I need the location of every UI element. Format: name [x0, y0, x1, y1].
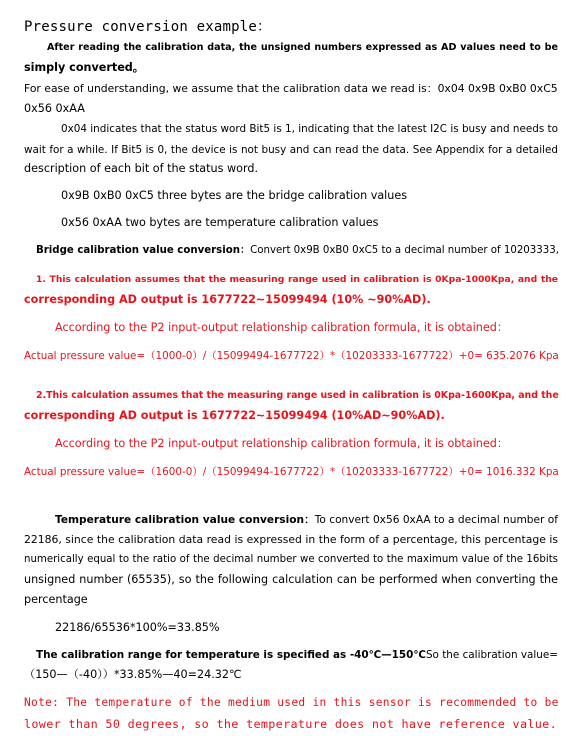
bridge-bytes-line: 0x9B 0xB0 0xC5 three bytes are the bridge calibration values [61, 189, 408, 202]
example-2-line-2: corresponding AD output is 1677722~15099494 (10%AD~90%AD). [24, 409, 445, 422]
example-2-line-1: 2.This calculation assumes that the measuring range used in calibration is 0Kpa-1600Kpa, and the [36, 390, 559, 401]
status-line-2: wait for a while. If Bit5 is 0, the device is not busy and can read the data. See Appendix for a detailed [24, 144, 558, 156]
temperature-range-text: So the calibration value= [425, 649, 558, 661]
temperature-line-3: numerically equal to the ratio of the decimal number we converted to the maximum value of the 16bits [24, 554, 558, 565]
temperature-line-1-text: To convert 0x56 0xAA to a decimal number of [314, 514, 558, 526]
bridge-conversion-label: Bridge calibration value conversion： [36, 245, 251, 256]
intro-line-2: simply converted。 [24, 61, 144, 74]
temperature-conversion-label: Temperature calibration value conversion： [55, 514, 315, 526]
intro-line-3: For ease of understanding, we assume that the calibration data we read is：0x04 0x9B 0xB0 0xC5 [24, 82, 558, 95]
temperature-bytes-line: 0x56 0xAA two bytes are temperature calibration values [61, 216, 379, 229]
temperature-range-label: The calibration range for temperature is specified as -40℃—150℃ [36, 649, 426, 661]
status-line-3: description of each bit of the status word. [24, 162, 259, 175]
temperature-range-line [36, 648, 558, 662]
intro-line-1: After reading the calibration data, the unsigned numbers expressed as AD values need to be [47, 42, 558, 53]
temperature-range-calculation: （150—（-40））*33.85%—40=24.32℃ [24, 668, 242, 681]
section-title: Pressure conversion example： [24, 19, 272, 35]
intro-line-4: 0x56 0xAA [24, 102, 85, 115]
temperature-line-5: percentage [24, 593, 88, 606]
temperature-calculation: 22186/65536*100%=33.85% [55, 621, 220, 634]
example-1-line-2: corresponding AD output is 1677722~15099494 (10% ~90%AD). [24, 293, 431, 306]
bridge-conversion-line [36, 244, 558, 258]
example-2-formula-intro: According to the P2 input-output relationship calibration formula, it is obtained： [55, 437, 509, 450]
note-line-2: lower than 50 degrees, so the temperature does not have reference value. [24, 717, 557, 731]
status-line-1: 0x04 indicates that the status word Bit5 is 1, indicating that the latest I2C is busy and needs to [61, 123, 558, 135]
temperature-line-4: unsigned number (65535), so the following calculation can be performed when converting the [24, 573, 558, 586]
temperature-line-2: 22186, since the calibration data read is expressed in the form of a percentage, this percentage is [24, 533, 558, 546]
bridge-conversion-text: Convert 0x9B 0xB0 0xC5 to a decimal number of 10203333, [250, 245, 559, 256]
temperature-line-1 [55, 513, 558, 527]
example-1-line-1: 1. This calculation assumes that the measuring range used in calibration is 0Kpa-1000Kpa, and the [36, 274, 558, 285]
example-2-result: Actual pressure value=（1600-0）/（15099494-1677722）*（10203333-1677722）+0= 1016.332 Kpa [24, 466, 559, 478]
note-line-1: Note: The temperature of the medium used in this sensor is recommended to be [24, 696, 559, 709]
example-1-result: Actual pressure value=（1000-0）/（15099494-1677722）*（10203333-1677722）+0= 635.2076 Kpa [24, 350, 559, 362]
example-1-formula-intro: According to the P2 input-output relationship calibration formula, it is obtained： [55, 321, 509, 334]
